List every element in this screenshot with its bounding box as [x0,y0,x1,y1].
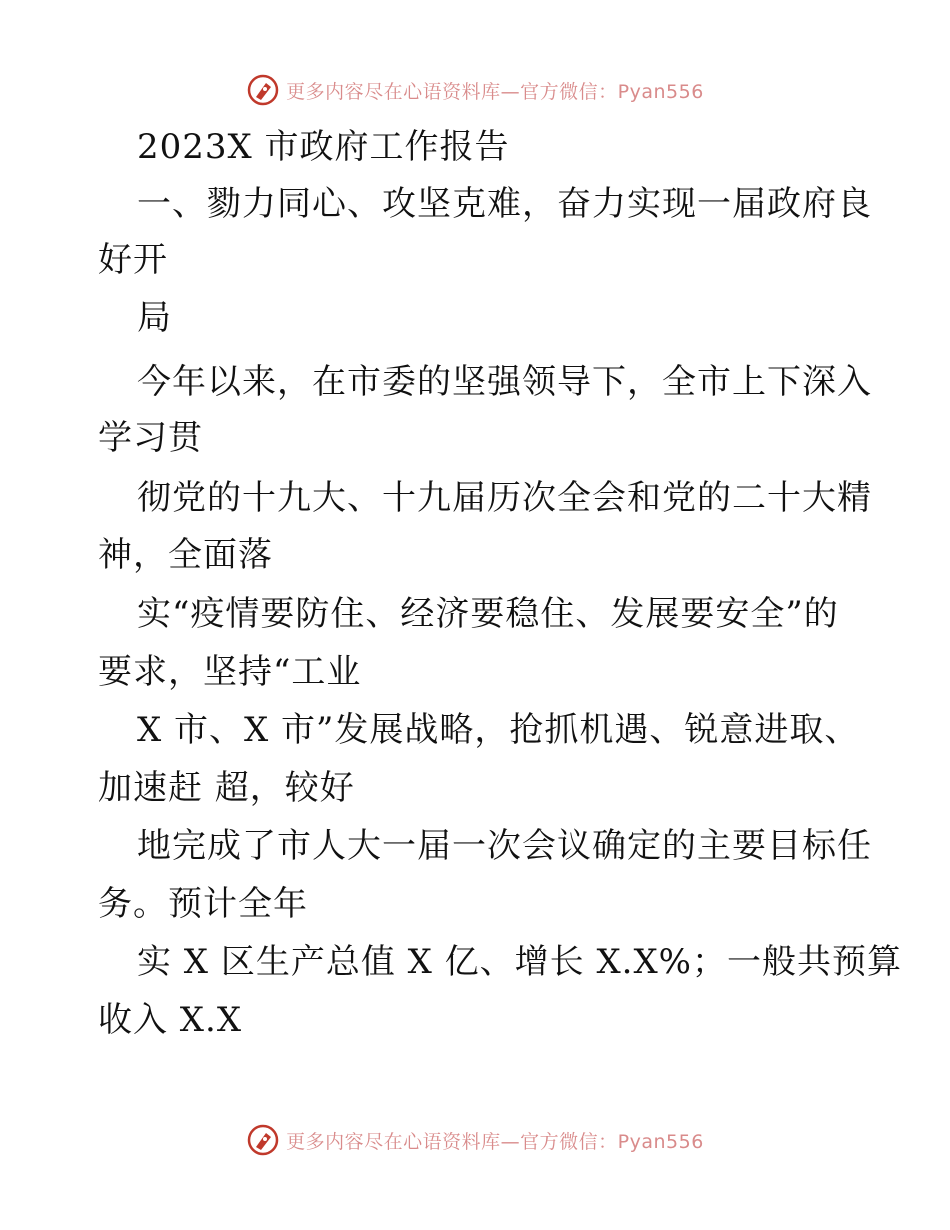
paragraph-line: 实 X 区生产总值 X 亿、增长 X.X%；一般共预算 [137,942,902,982]
paragraph-line: 要求，坚持“工业 [98,652,362,692]
header-watermark [0,70,950,110]
paragraph-line: 彻党的十九大、十九届历次全会和党的二十大精 [137,478,872,518]
pen-nib-logo-icon [246,1123,280,1157]
paragraph-line: 局 [137,298,172,338]
pen-nib-logo-icon [246,73,280,107]
paragraph-line: 一、勠力同心、攻坚克难，奋力实现一届政府良 [137,184,872,224]
paragraph-line: X 市、X 市”发展战略，抢抓机遇、锐意进取、 [137,710,860,750]
paragraph-line: 加速赶 超，较好 [98,768,355,808]
paragraph-line: 实“疫情要防住、经济要稳住、发展要安全”的 [137,594,839,634]
watermark-text: 更多内容尽在心语资料库—官方微信：Pyan556 [286,80,704,103]
paragraph-line: 好开 [98,240,168,280]
paragraph-line: 收入 X.X [98,1000,243,1040]
paragraph-line: 神，全面落 [98,535,273,575]
watermark-text: 更多内容尽在心语资料库—官方微信：Pyan556 [286,1130,704,1153]
paragraph-line: 今年以来，在市委的坚强领导下，全市上下深入 [137,362,872,402]
paragraph-line: 学习贯 [98,418,203,458]
paragraph-line: 务。预计全年 [98,884,308,924]
document-title: 2023X 市政府工作报告 [137,127,510,167]
footer-watermark [0,1120,950,1160]
paragraph-line: 地完成了市人大一届一次会议确定的主要目标任 [137,826,872,866]
